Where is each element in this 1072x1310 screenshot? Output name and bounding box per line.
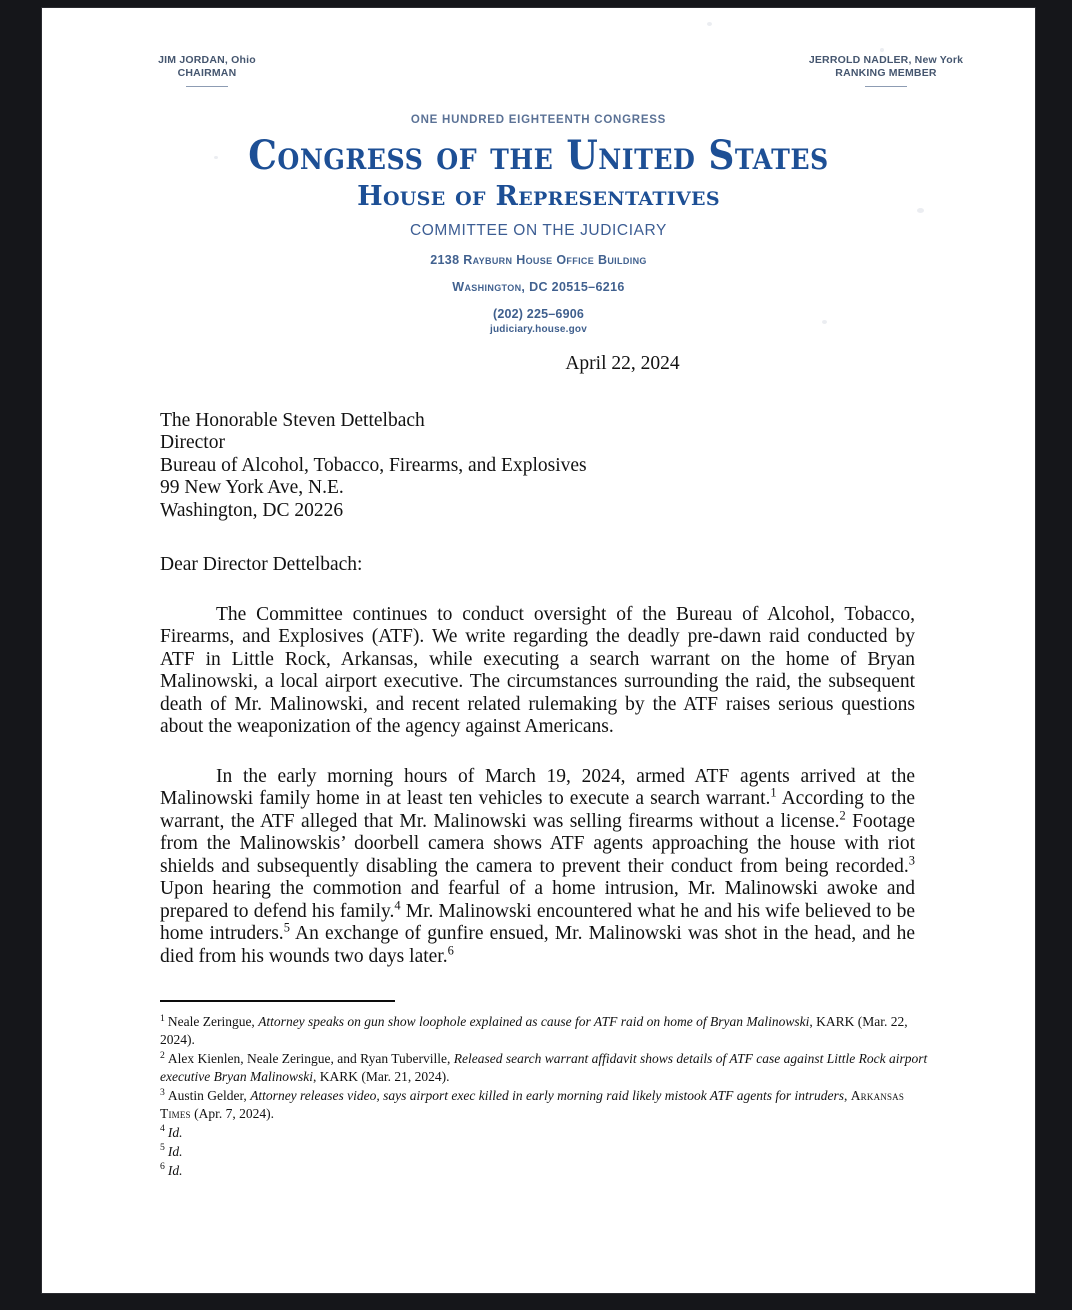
recipient-line: Washington, DC 20226 <box>160 499 344 521</box>
p2-segment: An exchange of gunfire ensued, Mr. Malinowski was shot in the head, and he died from his wounds two days later. <box>160 923 916 967</box>
footnote-ref-6[interactable]: 6 <box>447 943 454 958</box>
letter-page <box>42 8 1035 1293</box>
footnote-title: Id. <box>167 1143 183 1159</box>
footnote-item <box>160 1162 935 1180</box>
p2-segment: Upon hearing the commotion and fearful of a home intrusion, Mr. Malinowski awoke and prepared to defend his family. <box>160 878 915 922</box>
committee-name: COMMITTEE ON THE JUDICIARY <box>409 222 667 239</box>
footnote-separator-comma: , <box>843 1088 851 1103</box>
address-building: 2138 Rayburn House Office Building <box>430 253 647 267</box>
footnote-separator-rule <box>160 1000 395 1002</box>
footnotes-section <box>160 1000 935 1181</box>
chairman-block <box>92 54 322 87</box>
body-paragraph-2 <box>160 766 915 969</box>
letter-body <box>160 353 915 968</box>
congress-title: Congress of the United States <box>248 132 829 179</box>
recipient-line: 99 New York Ave, N.E. <box>160 477 344 499</box>
footnote-source-publication: Arkansas Times <box>160 1088 905 1121</box>
footnote-title: Released search warrant affidavit shows details of ATF case against Little Rock airport executive Bryan Malinowski <box>160 1051 928 1085</box>
p2-segment: In the early morning hours of March 19, 2024, armed ATF agents arrived at the Malinowski family home in at least ten vehicles to execute a search warrant. <box>160 765 915 810</box>
letterhead <box>42 8 1035 335</box>
footnote-source: , KARK (Mar. 22, 2024). <box>160 1014 908 1048</box>
footnote-author: Alex Kienlen, Neale Zeringue, and Ryan Tuberville, <box>167 1051 454 1067</box>
footnote-number: 4 <box>160 1123 165 1135</box>
footnote-ref-5[interactable]: 5 <box>283 920 290 935</box>
footnote-title: Attorney speaks on gun show loophole explained as cause for ATF raid on home of Bryan Malinowski <box>258 1014 810 1030</box>
recipient-line: The Honorable Steven Dettelbach <box>160 409 425 431</box>
recipient-line: Bureau of Alcohol, Tobacco, Firearms, and Explosives <box>160 454 587 476</box>
house-title: House of Representatives <box>357 181 720 212</box>
footnote-author: Neale Zeringue, <box>167 1014 259 1030</box>
footnote-source: , KARK (Mar. 21, 2024). <box>312 1069 450 1085</box>
ranking-member-name: JERROLD NADLER, New York <box>808 54 964 66</box>
letter-date: April 22, 2024 <box>565 353 680 374</box>
footnote-ref-1[interactable]: 1 <box>770 785 777 800</box>
footnote-item <box>160 1143 935 1161</box>
p2-segment: Footage from the Malinowskis’ doorbell camera shows ATF agents approaching the house with riot shields and subsequently disabling the camera to prevent their conduct from being recorded. <box>160 810 916 877</box>
footnote-item <box>160 1013 935 1049</box>
body-paragraph-1: The Committee continues to conduct oversight of the Bureau of Alcohol, Tobacco, Firearms, and Explosives (ATF). We write regarding the deadly pre-dawn raid conducted by ATF in Little Rock, Arkansas, while executing a search warrant on the home of Bryan Malinowski, a local airport executive. The circumstances surrounding the raid, the subsequent death of Mr. Malinowski, and recent related rulemaking by the ATF raises serious questions about the weaponization of the agency against Americans. <box>160 603 915 738</box>
ranking-member-underline <box>865 86 907 88</box>
p2-segment: Mr. Malinowski encountered what he and his wife believed to be home intruders. <box>160 900 915 945</box>
letterhead-center <box>42 114 1035 335</box>
footnote-ref-3[interactable]: 3 <box>908 853 915 868</box>
footnote-title: Attorney releases video, says airport exec killed in early morning raid likely mistook ATF agents for intruders <box>250 1088 844 1103</box>
chairman-role: CHAIRMAN <box>177 67 237 80</box>
footnote-number: 3 <box>160 1086 165 1098</box>
congress-number-line: ONE HUNDRED EIGHTEENTH CONGRESS <box>410 114 667 126</box>
phone-number: (202) 225–6906 <box>492 307 585 321</box>
footnote-author: Austin Gelder, <box>167 1088 251 1103</box>
address-city: Washington, DC 20515–6216 <box>452 280 625 294</box>
footnote-item <box>160 1087 935 1123</box>
footnote-title: Id. <box>167 1162 183 1178</box>
ranking-member-role: RANKING MEMBER <box>835 67 937 80</box>
footnote-number: 5 <box>160 1142 165 1154</box>
recipient-address-block <box>160 410 915 523</box>
salutation: Dear Director Dettelbach: <box>160 554 363 576</box>
chairman-name: JIM JORDAN, Ohio <box>158 54 256 66</box>
p2-segment: According to the warrant, the ATF alleged that Mr. Malinowski was selling firearms without a license. <box>160 788 915 832</box>
website-url[interactable]: judiciary.house.gov <box>490 324 587 335</box>
footnote-source: (Apr. 7, 2024). <box>190 1105 274 1121</box>
footnote-number: 6 <box>160 1161 165 1173</box>
footnote-title: Id. <box>167 1124 183 1140</box>
ranking-member-block <box>771 54 1001 87</box>
footnote-number: 1 <box>160 1012 165 1024</box>
footnote-ref-4[interactable]: 4 <box>394 898 401 913</box>
footnote-item <box>160 1124 935 1142</box>
recipient-line: Director <box>160 432 225 454</box>
footnote-item <box>160 1050 935 1086</box>
footnote-ref-2[interactable]: 2 <box>839 808 846 823</box>
chairman-underline <box>186 86 228 88</box>
footnote-number: 2 <box>160 1049 165 1061</box>
